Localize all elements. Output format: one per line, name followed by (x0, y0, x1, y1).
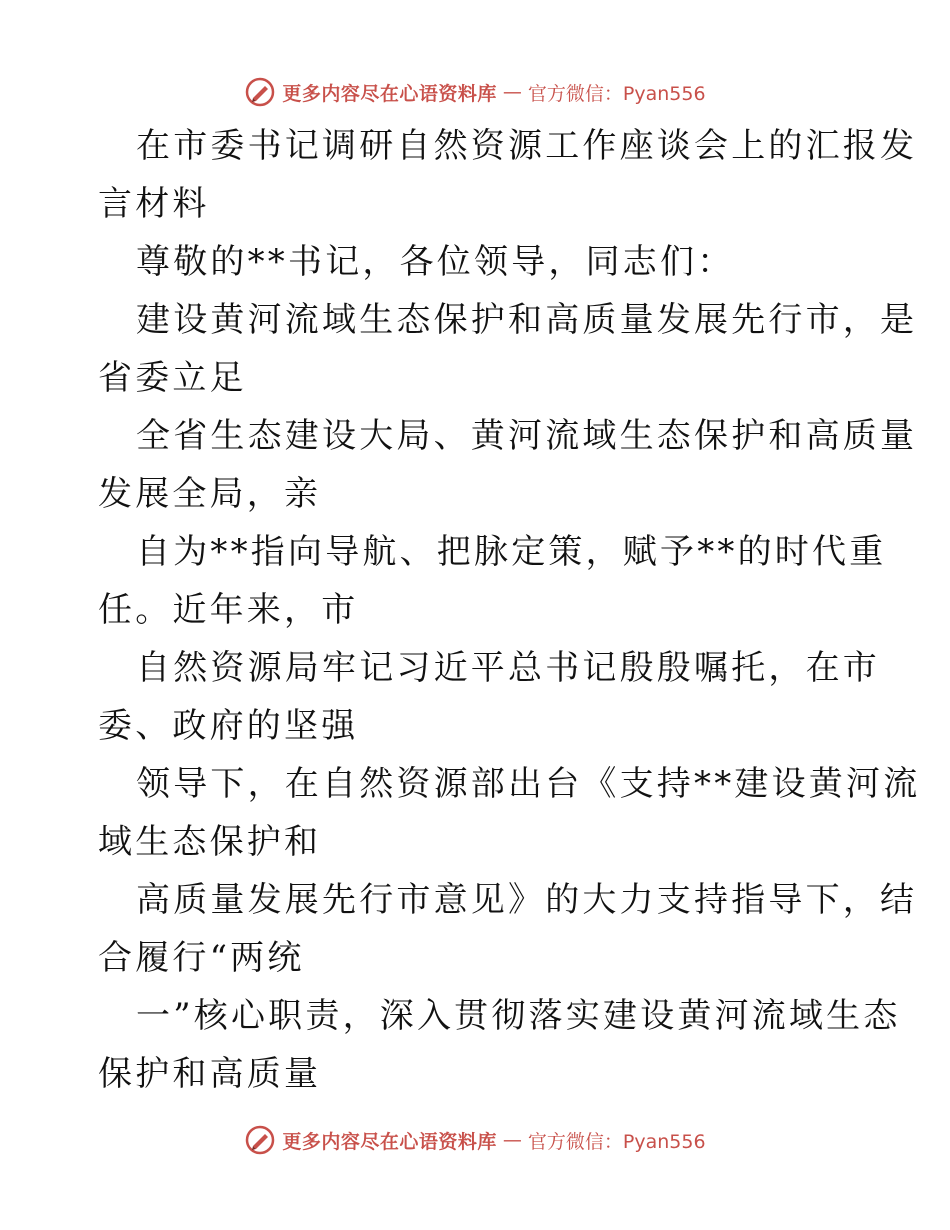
pen-logo-icon (244, 76, 276, 108)
text-line: 任。近年来，市 (98, 590, 359, 630)
salutation: 尊敬的**书记，各位领导，同志们： (136, 242, 735, 282)
watermark-text: 更多内容尽在心语资料库 (282, 1130, 497, 1153)
watermark-separator: — (502, 81, 522, 103)
text-line: 省委立足 (98, 358, 247, 398)
text-line: 发展全局，亲 (98, 474, 322, 514)
title-line-2: 言材料 (98, 184, 210, 224)
text-line: 保护和高质量 (98, 1054, 322, 1094)
footer-watermark (0, 1120, 950, 1160)
watermark-suffix: 官方微信：Pyan556 (527, 82, 706, 105)
document-body (98, 117, 921, 1103)
text-line: 域生态保护和 (98, 822, 322, 862)
text-line: 合履行“两统 (98, 938, 305, 978)
header-watermark (0, 72, 950, 112)
title-line-1: 在市委书记调研自然资源工作座谈会上的汇报发 (136, 126, 918, 166)
text-line: 高质量发展先行市意见》的大力支持指导下，结 (136, 880, 918, 920)
text-line: 委、政府的坚强 (98, 706, 359, 746)
pen-logo-icon (244, 1124, 276, 1156)
watermark-text: 更多内容尽在心语资料库 (282, 82, 497, 105)
text-line: 自然资源局牢记习近平总书记殷殷嘱托，在市 (136, 648, 880, 688)
text-line: 全省生态建设大局、黄河流域生态保护和高质量 (136, 416, 918, 456)
watermark-suffix: 官方微信：Pyan556 (527, 1130, 706, 1153)
watermark-separator: — (502, 1129, 522, 1151)
text-line: 建设黄河流域生态保护和高质量发展先行市，是 (136, 300, 918, 340)
text-line: 一”核心职责，深入贯彻落实建设黄河流域生态 (136, 996, 901, 1036)
text-line: 领导下，在自然资源部出台《支持**建设黄河流 (136, 764, 921, 804)
text-line: 自为**指向导航、把脉定策，赋予**的时代重 (136, 532, 887, 572)
